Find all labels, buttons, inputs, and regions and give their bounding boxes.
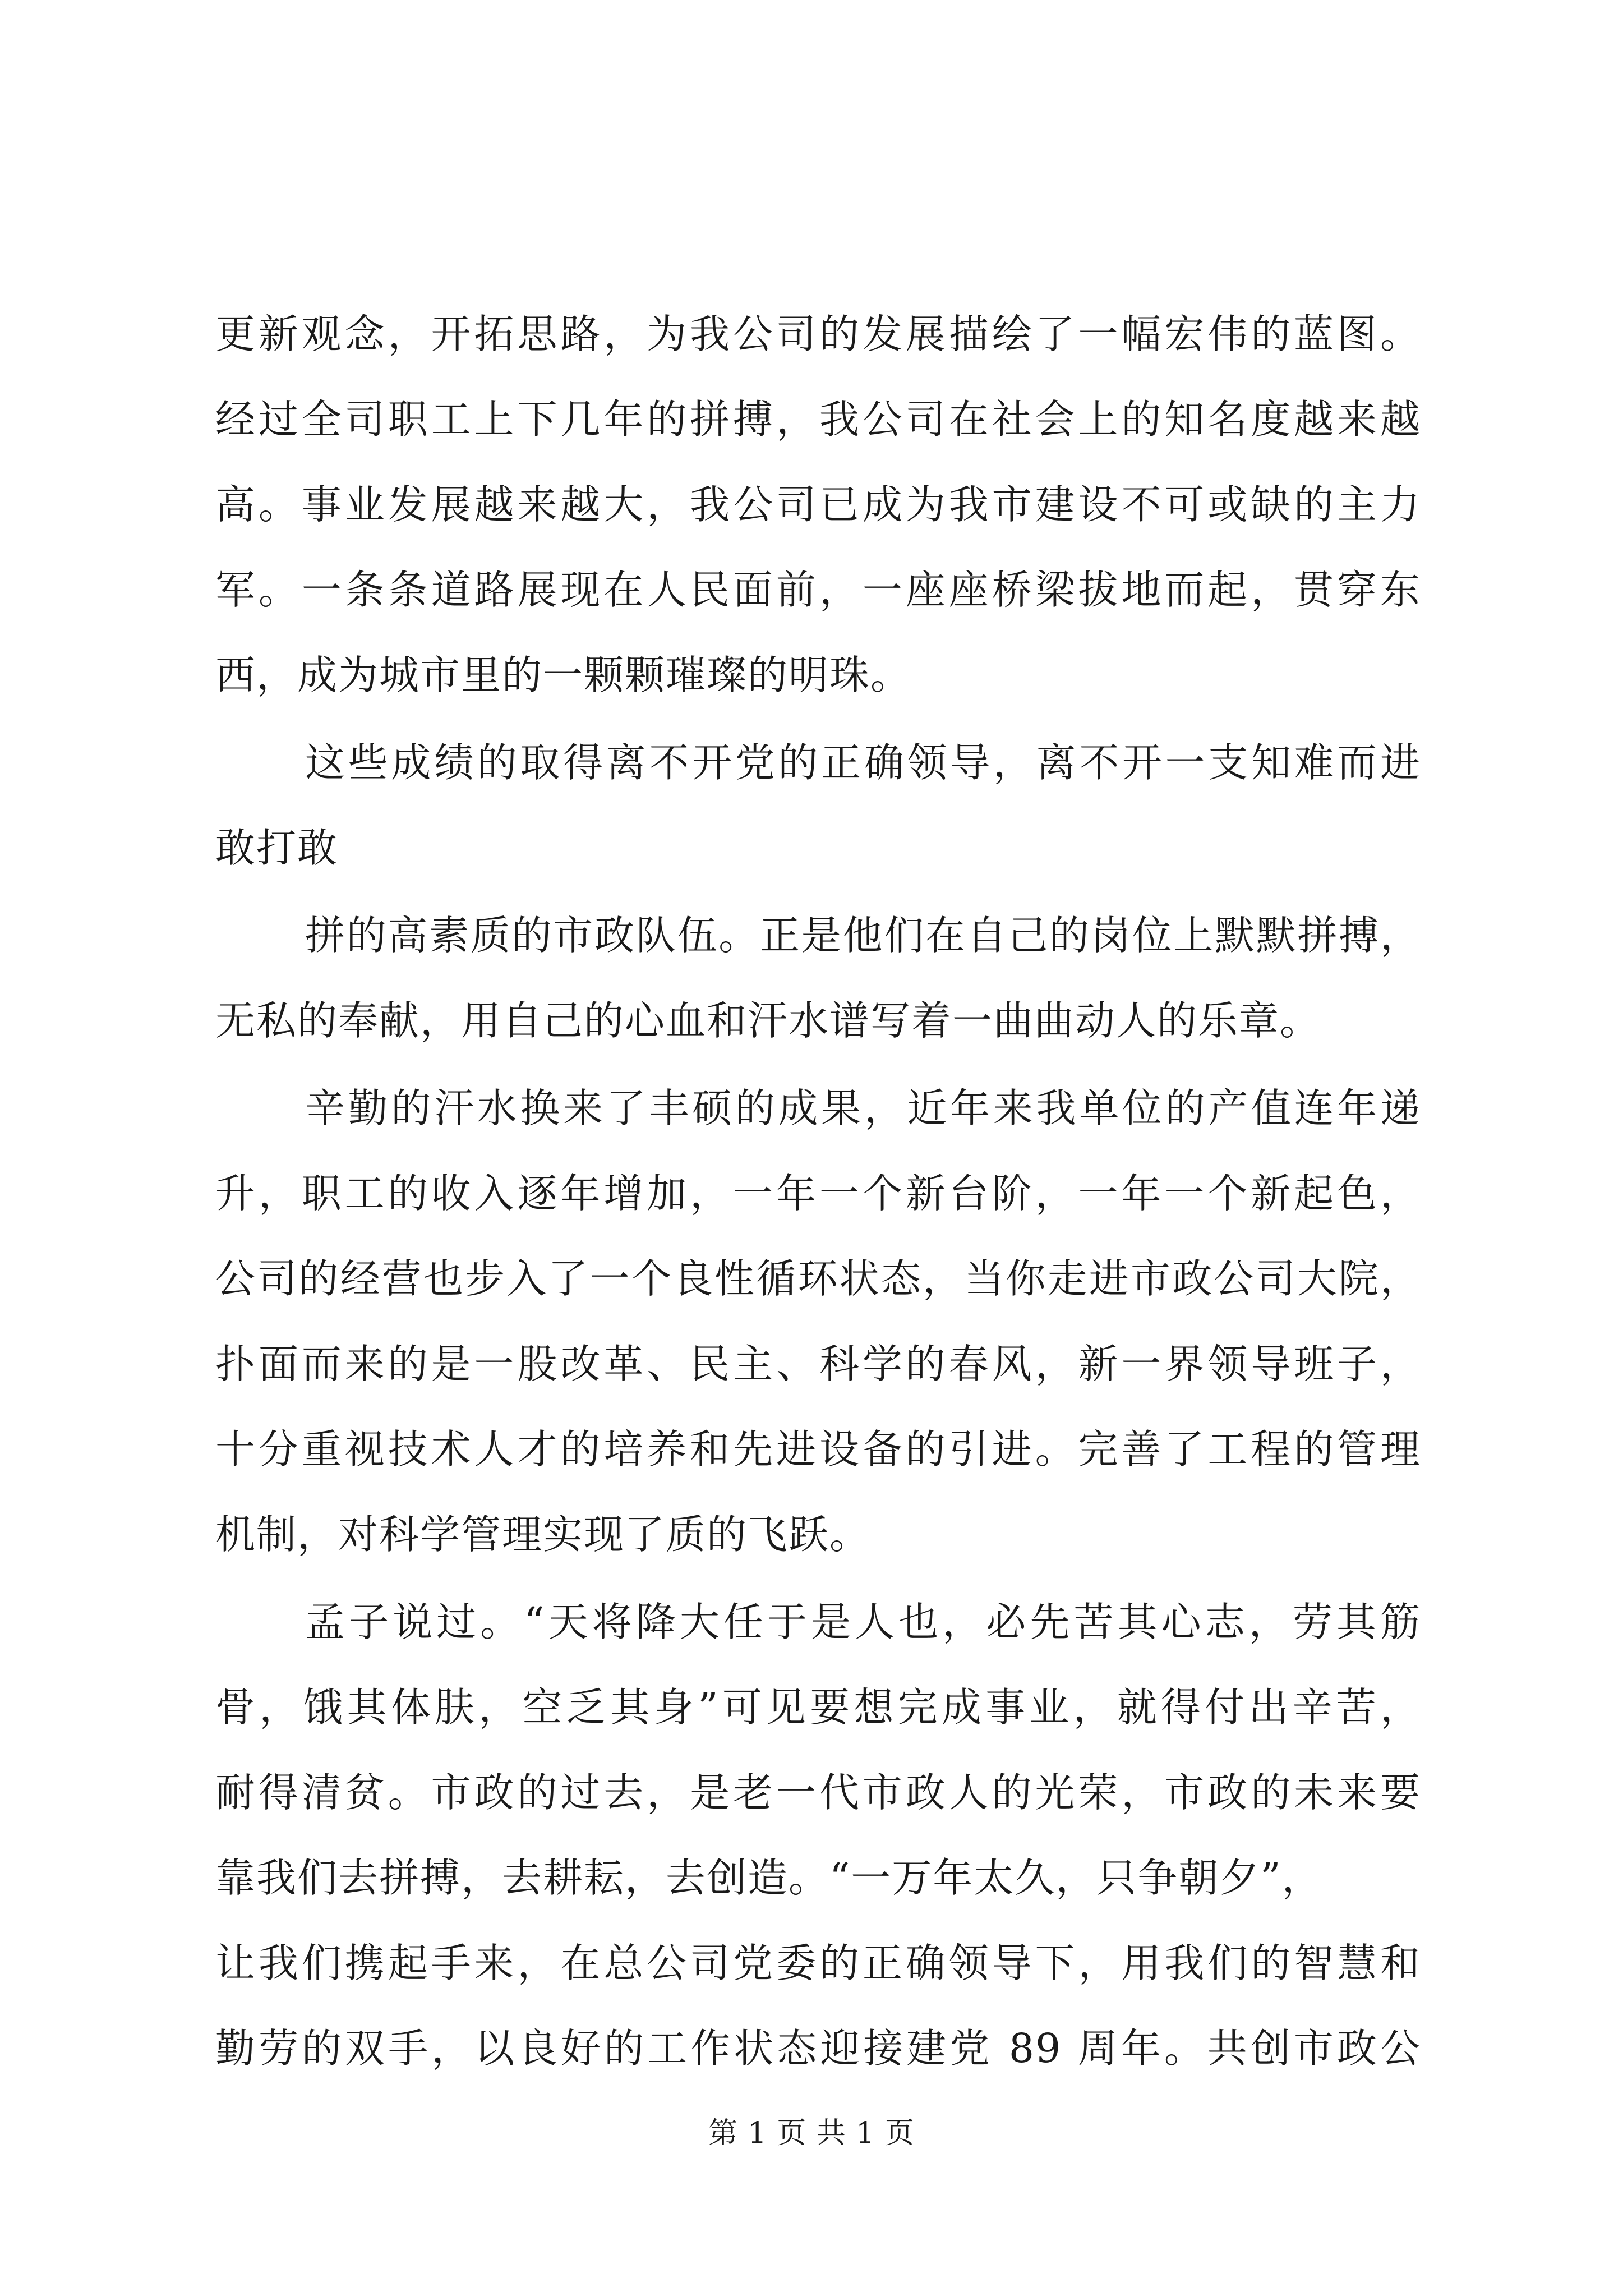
text-line: 西，成为城市里的一颗颗璀璨的明珠。 bbox=[215, 652, 912, 698]
text-line: 让我们携起手来，在总公司党委的正确领导下，用我们的智慧和 bbox=[215, 1940, 1421, 1986]
text-line: 更新观念，开拓思路，为我公司的发展描绘了一幅宏伟的蓝图。 bbox=[215, 311, 1421, 357]
text-line: 勤劳的双手，以良好的工作状态迎接建党 89 周年。共创市政公 bbox=[215, 2025, 1421, 2072]
page-footer: 第 1 页 共 1 页 bbox=[708, 2116, 915, 2150]
text-line: 敢打敢 bbox=[215, 825, 339, 871]
paragraph-first-line: 这些成绩的取得离不开党的正确领导，离不开一支知难而进 bbox=[305, 739, 1421, 786]
document-body bbox=[215, 292, 1421, 2091]
text-line: 骨，饿其体肤，空乏其身”可见要想完成事业，就得付出辛苦， bbox=[215, 1684, 1421, 1731]
text-line: 十分重视技术人才的培养和先进设备的引进。完善了工程的管理 bbox=[215, 1426, 1421, 1473]
text-line: 机制，对科学管理实现了质的飞跃。 bbox=[215, 1511, 871, 1558]
text-line: 靠我们去拼搏，去耕耘，去创造。“一万年太久，只争朝夕”， bbox=[215, 1855, 1323, 1901]
text-line: 无私的奉献，用自己的心血和汗水谱写着一曲曲动人的乐章。 bbox=[215, 997, 1321, 1044]
text-line: 军。一条条道路展现在人民面前，一座座桥梁拔地而起，贯穿东 bbox=[215, 567, 1421, 613]
text-line: 高。事业发展越来越大，我公司已成为我市建设不可或缺的主力 bbox=[215, 481, 1421, 528]
paragraph-first-line: 拼的高素质的市政队伍。正是他们在自己的岗位上默默拼搏， bbox=[305, 912, 1421, 959]
text-line: 经过全司职工上下几年的拼搏，我公司在社会上的知名度越来越 bbox=[215, 396, 1421, 443]
paragraph-first-line: 辛勤的汗水换来了丰硕的成果，近年来我单位的产值连年递 bbox=[305, 1085, 1421, 1131]
text-line: 扑面而来的是一股改革、民主、科学的春风，新一界领导班子， bbox=[215, 1341, 1421, 1387]
paragraph-first-line: 孟子说过。“天将降大任于是人也，必先苦其心志，劳其筋 bbox=[305, 1599, 1421, 1645]
text-line: 耐得清贫。市政的过去，是老一代市政人的光荣，市政的未来要 bbox=[215, 1769, 1421, 1816]
text-line: 升，职工的收入逐年增加，一年一个新台阶，一年一个新起色， bbox=[215, 1170, 1421, 1217]
text-line: 公司的经营也步入了一个良性循环状态，当你走进市政公司大院， bbox=[215, 1255, 1421, 1302]
